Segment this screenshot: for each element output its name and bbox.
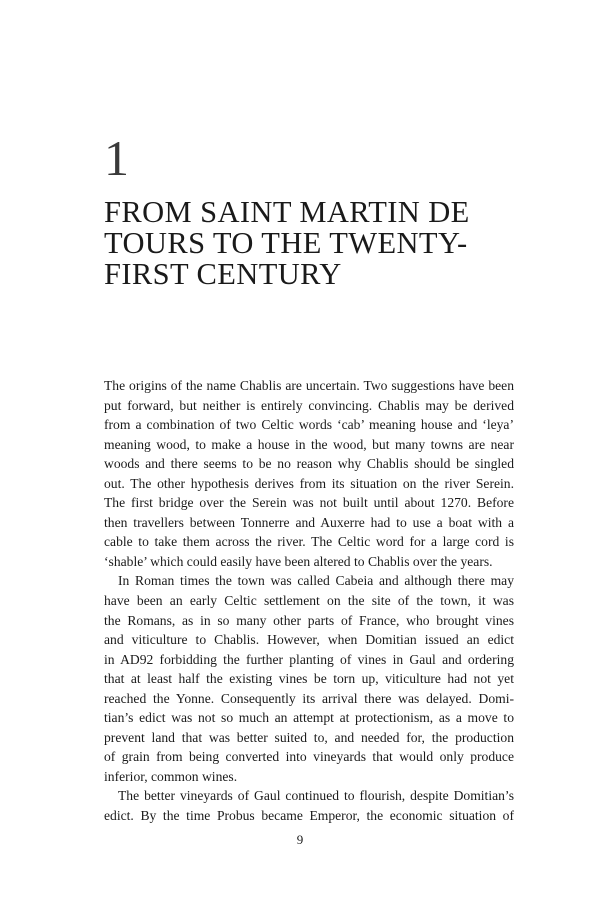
text-line: then travellers between Tonnerre and Auxerre had to use a boat with a xyxy=(104,514,514,530)
text-line: The first bridge over the Serein was not built until about 1270. Before xyxy=(104,495,514,511)
page-number: 9 xyxy=(296,832,304,847)
text-line: the Romans, as in so many other parts of France, who brought vines xyxy=(104,612,514,628)
chapter-title xyxy=(104,197,524,290)
chapter-title-line: TOURS TO THE TWENTY- xyxy=(104,226,468,260)
chapter-title-line: FIRST CENTURY xyxy=(104,257,342,291)
text-line: The better vineyards of Gaul continued to flourish, despite Domitian’s xyxy=(118,788,514,804)
body-text xyxy=(104,376,514,826)
text-line: put forward, but neither is entirely convincing. Chablis may be derived xyxy=(104,397,514,413)
text-line: of grain from being converted into vineyards that would only produce xyxy=(104,749,514,765)
text-line: meaning wood, to make a house in the wood, but many towns are near xyxy=(104,436,514,452)
text-line: In Roman times the town was called Cabeia and although there may xyxy=(118,573,514,589)
text-line: cable to take them across the river. The Celtic word for a large cord is xyxy=(104,534,514,550)
text-line: in AD92 forbidding the further planting of vines in Gaul and ordering xyxy=(104,651,514,667)
text-line: have been an early Celtic settlement on the site of the town, it was xyxy=(104,593,514,609)
text-line: ‘shable’ which could easily have been altered to Chablis over the years. xyxy=(104,553,493,569)
text-line: edict. By the time Probus became Emperor, the economic situation of xyxy=(104,808,514,824)
text-line: inferior, common wines. xyxy=(104,768,238,784)
text-line: The origins of the name Chablis are uncertain. Two suggestions have been xyxy=(104,378,514,393)
text-line: tian’s edict was not so much an attempt at protectionism, as a move to xyxy=(104,710,514,726)
text-line: prevent land that was better suited to, and needed for, the production xyxy=(104,729,514,745)
text-line: that at least half the existing vines be torn up, viticulture had not yet xyxy=(104,671,514,687)
text-line: from a combination of two Celtic words ‘cab’ meaning house and ‘leya’ xyxy=(104,417,514,433)
chapter-title-line: FROM SAINT MARTIN DE xyxy=(104,195,470,229)
paragraph xyxy=(104,571,514,786)
text-line: woods and there seems to be no reason why Chablis should be singled xyxy=(104,456,514,472)
text-line: reached the Yonne. Consequently its arrival there was delayed. Domi- xyxy=(104,690,514,706)
paragraph xyxy=(104,786,514,825)
chapter-number: 1 xyxy=(104,130,130,186)
paragraph xyxy=(104,376,514,571)
text-line: out. The other hypothesis derives from its situation on the river Serein. xyxy=(104,475,514,491)
text-line: and viticulture to Chablis. However, when Domitian issued an edict xyxy=(104,632,514,648)
